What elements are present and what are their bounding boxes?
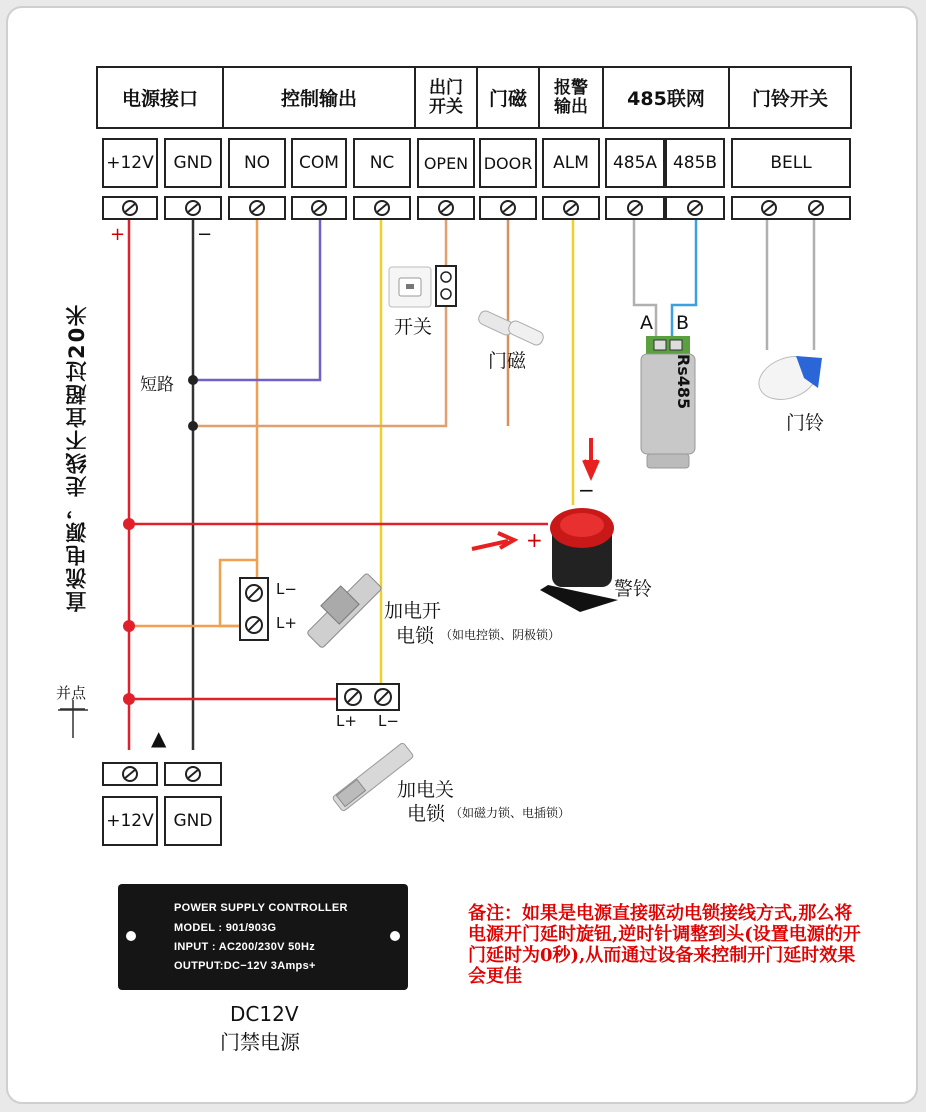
header-doorbell-switch: 门铃开关 bbox=[728, 66, 852, 129]
label-switch: 开关 bbox=[394, 316, 433, 338]
header-power: 电源接口 bbox=[96, 66, 224, 129]
label-lock1-lplus: L+ bbox=[276, 614, 297, 632]
header-control-output: 控制输出 bbox=[222, 66, 416, 129]
psu-caption-2: 门禁电源 bbox=[220, 1030, 300, 1054]
psu-plate-line: POWER SUPPLY CONTROLLER bbox=[174, 902, 348, 914]
label-lock2-note: （如磁力锁、电插锁） bbox=[450, 806, 571, 820]
header-485-network: 485联网 bbox=[602, 66, 730, 129]
screw-terminal bbox=[353, 196, 411, 220]
screw-terminal bbox=[417, 196, 475, 220]
lock2-terminal bbox=[337, 684, 399, 710]
terminal-com: COM bbox=[291, 138, 347, 188]
label-door-sensor: 门磁 bbox=[488, 350, 527, 372]
node-com-short bbox=[188, 375, 198, 385]
label-b: B bbox=[676, 312, 690, 334]
screw-terminal bbox=[605, 196, 665, 220]
screw-terminal bbox=[291, 196, 347, 220]
header-exit-switch: 出门 开关 bbox=[414, 66, 478, 129]
label-lock1-title: 加电开 bbox=[384, 600, 442, 622]
label-lock2-title: 加电关 bbox=[397, 779, 455, 801]
header-door-sensor: 门磁 bbox=[476, 66, 540, 129]
terminal-12v: +12V bbox=[102, 138, 158, 188]
terminal-open: OPEN bbox=[417, 138, 475, 188]
screw-terminal bbox=[228, 196, 286, 220]
electric-strike-image bbox=[307, 573, 383, 649]
terminal-bell: BELL bbox=[731, 138, 851, 188]
label-alarm-plus: + bbox=[526, 528, 543, 552]
exit-switch-image bbox=[389, 266, 456, 307]
node-open-ground bbox=[188, 421, 198, 431]
label-doorbell: 门铃 bbox=[786, 412, 825, 434]
screw-terminal bbox=[102, 196, 158, 220]
arrow-alarm-minus bbox=[584, 438, 598, 476]
doorbell-image bbox=[753, 349, 823, 407]
terminal-alm: ALM bbox=[542, 138, 600, 188]
mount-hole-right bbox=[390, 931, 400, 941]
terminal-485b: 485B bbox=[665, 138, 725, 188]
psu-caption-1: DC12V bbox=[230, 1002, 299, 1026]
psu-plate-line: OUTPUT:DC−12V 3Amps+ bbox=[174, 960, 316, 972]
node-lock1-power bbox=[123, 620, 135, 632]
arrow-up-icon: ▲ bbox=[151, 726, 167, 750]
label-lock2-lminus: L− bbox=[378, 712, 399, 730]
screw-terminal bbox=[479, 196, 537, 220]
wire-no bbox=[220, 220, 257, 626]
label-minus: − bbox=[197, 224, 213, 245]
side-note-vertical: 直流电源，走线不宜超过20米 bbox=[65, 302, 89, 612]
psu-terminal-gnd: GND bbox=[164, 796, 222, 846]
arrow-alarm-plus bbox=[472, 533, 514, 549]
label-lock1-sub: 电锁 bbox=[396, 625, 435, 647]
label-junction: 并点 bbox=[56, 684, 87, 702]
psu-plate-line: INPUT : AC200/230V 50Hz bbox=[174, 941, 315, 953]
label-plus: + bbox=[110, 224, 126, 245]
label-lock1-note: （如电控锁、阴极锁） bbox=[440, 628, 561, 642]
terminal-nc: NC bbox=[353, 138, 411, 188]
psu-screw-gnd bbox=[164, 762, 222, 786]
label-siren: 警铃 bbox=[614, 578, 653, 600]
psu-nameplate bbox=[118, 884, 408, 990]
node-alarm-power bbox=[123, 518, 135, 530]
mount-hole-left bbox=[126, 931, 136, 941]
door-sensor-image bbox=[477, 309, 546, 347]
screw-terminal-bell bbox=[731, 196, 851, 220]
terminal-gnd: GND bbox=[164, 138, 222, 188]
lock1-terminal bbox=[240, 578, 268, 640]
label-alarm-minus: − bbox=[578, 478, 595, 502]
terminal-485a: 485A bbox=[605, 138, 665, 188]
screw-terminal bbox=[665, 196, 725, 220]
label-short: 短路 bbox=[140, 375, 174, 395]
remark-note: 备注：如果是电源直接驱动电锁接线方式,那么将电源开门延时旋钮,逆时针调整到头(设置电源的开门延时为0秒),从而通过设备来控制开门延时效果会更佳 bbox=[468, 903, 861, 987]
node-lock2-power bbox=[123, 693, 135, 705]
terminal-door: DOOR bbox=[479, 138, 537, 188]
psu-terminal-12v: +12V bbox=[102, 796, 158, 846]
label-rs485: Rs485 bbox=[674, 353, 694, 410]
label-lock2-sub: 电锁 bbox=[407, 803, 446, 825]
siren-image bbox=[540, 508, 618, 612]
psu-plate-line: MODEL : 901/903G bbox=[174, 922, 277, 934]
label-lock2-lplus: L+ bbox=[336, 712, 357, 730]
label-lock1-lminus: L− bbox=[276, 580, 297, 598]
label-a: A bbox=[640, 312, 653, 334]
psu-screw-12v bbox=[102, 762, 158, 786]
screw-terminal bbox=[542, 196, 600, 220]
header-alarm-output: 报警 输出 bbox=[538, 66, 604, 129]
screw-terminal bbox=[164, 196, 222, 220]
terminal-no: NO bbox=[228, 138, 286, 188]
